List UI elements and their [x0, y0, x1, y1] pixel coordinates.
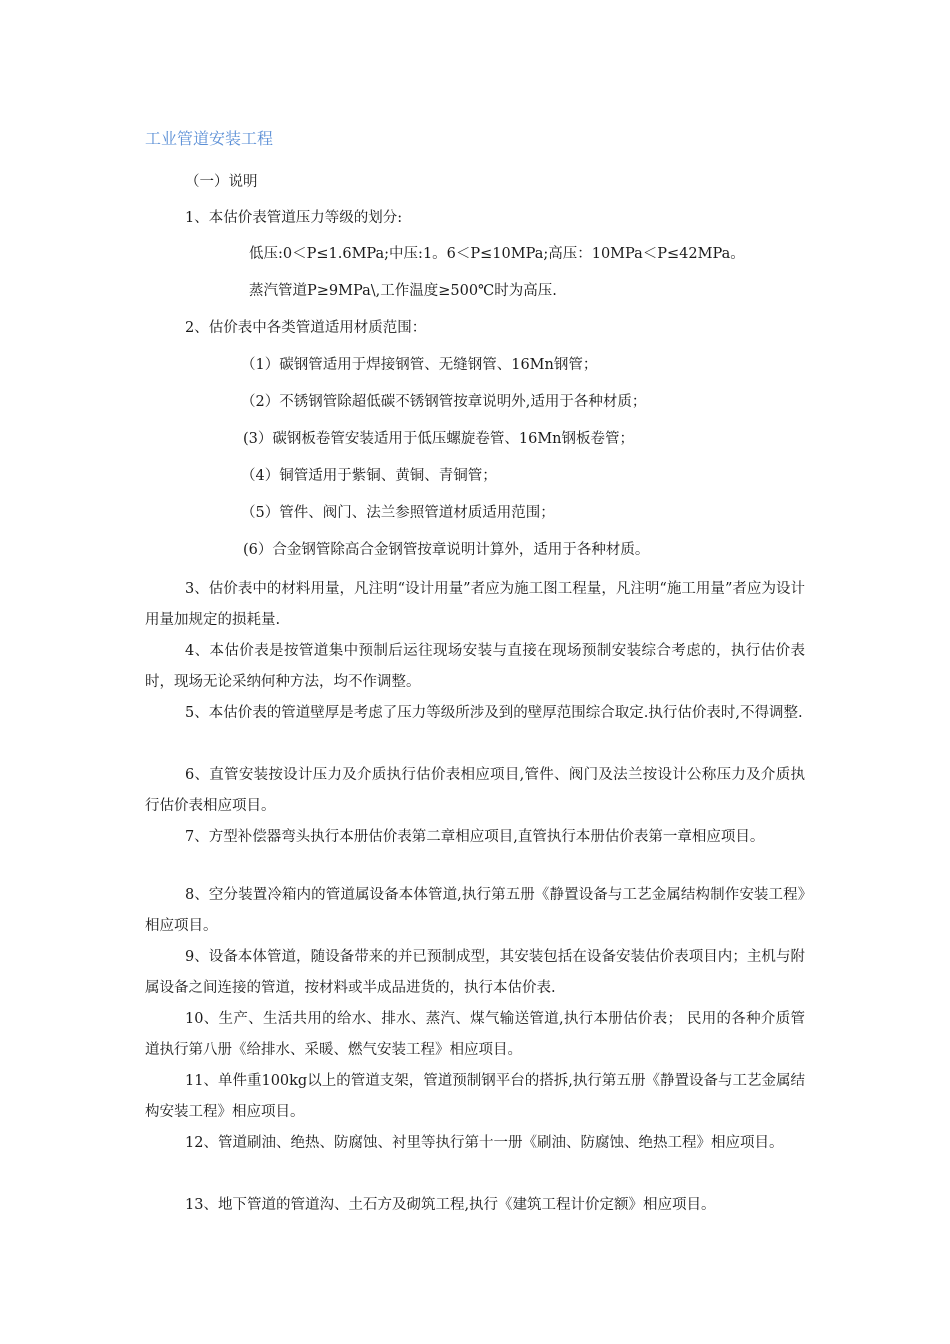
material-scope-item: （1）碳钢管适用于焊接钢管、无缝钢管、16Mn钢管； — [241, 357, 598, 373]
paragraph-6: 6、直管安装按设计压力及介质执行估价表相应项目,管件、阀门及法兰按设计公称压力及介质执行估价表相应项目。 — [145, 767, 805, 814]
paragraph-8: 8、空分装置冷箱内的管道属设备本体管道,执行第五册《静置设备与工艺金属结构制作安装工程》相应项目。 — [145, 887, 805, 934]
paragraph-7: 7、方型补偿器弯头执行本册估价表第二章相应项目,直管执行本册估价表第一章相应项目。 — [185, 829, 765, 845]
item-2-heading: 2、估价表中各类管道适用材质范围： — [185, 320, 427, 336]
item-1-heading: 1、本估价表管道压力等级的划分: — [185, 210, 403, 226]
paragraph-10: 10、生产、生活共用的给水、排水、蒸汽、煤气输送管道,执行本册估价表； 民用的各种介质管道执行第八册《给排水、采暖、燃气安装工程》相应项目。 — [145, 1011, 805, 1058]
steam-pipe-line: 蒸汽管道P≥9MPa\,工作温度≥500℃时为高压. — [249, 283, 557, 299]
material-scope-item: （2）不锈钢管除超低碳不锈钢管按章说明外,适用于各种材质； — [241, 394, 647, 410]
pressure-levels-line: 低压:0＜P≤1.6MPa;中压:1。6＜P≤10MPa;高压：10MPa＜P≤42MPa。 — [249, 246, 745, 262]
paragraph-5: 5、本估价表的管道壁厚是考虑了压力等级所涉及到的壁厚范围综合取定.执行估价表时,不得调整. — [185, 705, 803, 721]
paragraph-11: 11、单件重100kg以上的管道支架，管道预制钢平台的搭拆,执行第五册《静置设备与工艺金属结构安装工程》相应项目。 — [145, 1073, 805, 1120]
material-scope-item: (6）合金钢管除高合金钢管按章说明计算外，适用于各种材质。 — [243, 542, 650, 558]
document-title: 工业管道安装工程 — [145, 129, 274, 148]
paragraph-12: 12、管道刷油、绝热、防腐蚀、衬里等执行第十一册《刷油、防腐蚀、绝热工程》相应项目。 — [185, 1135, 784, 1151]
paragraph-9: 9、设备本体管道，随设备带来的并已预制成型，其安装包括在设备安装估价表项目内；主机与附属设备之间连接的管道，按材料或半成品进货的，执行本估价表. — [145, 949, 805, 996]
paragraph-4: 4、本估价表是按管道集中预制后运往现场安装与直接在现场预制安装综合考虑的，执行估价表时，现场无论采纳何种方法，均不作调整。 — [145, 643, 805, 690]
paragraph-13: 13、地下管道的管道沟、土石方及砌筑工程,执行《建筑工程计价定额》相应项目。 — [185, 1197, 716, 1213]
material-scope-item: （5）管件、阀门、法兰参照管道材质适用范围； — [241, 505, 555, 521]
paragraph-3: 3、估价表中的材料用量，凡注明“设计用量”者应为施工图工程量，凡注明“施工用量”者应为设计用量加规定的损耗量. — [145, 581, 805, 628]
material-scope-item: (3）碳钢板卷管安装适用于低压螺旋卷管、16Mn钢板卷管； — [243, 431, 635, 447]
section-heading: （一）说明 — [185, 174, 258, 190]
material-scope-item: （4）铜管适用于紫铜、黄铜、青铜管； — [241, 468, 497, 484]
